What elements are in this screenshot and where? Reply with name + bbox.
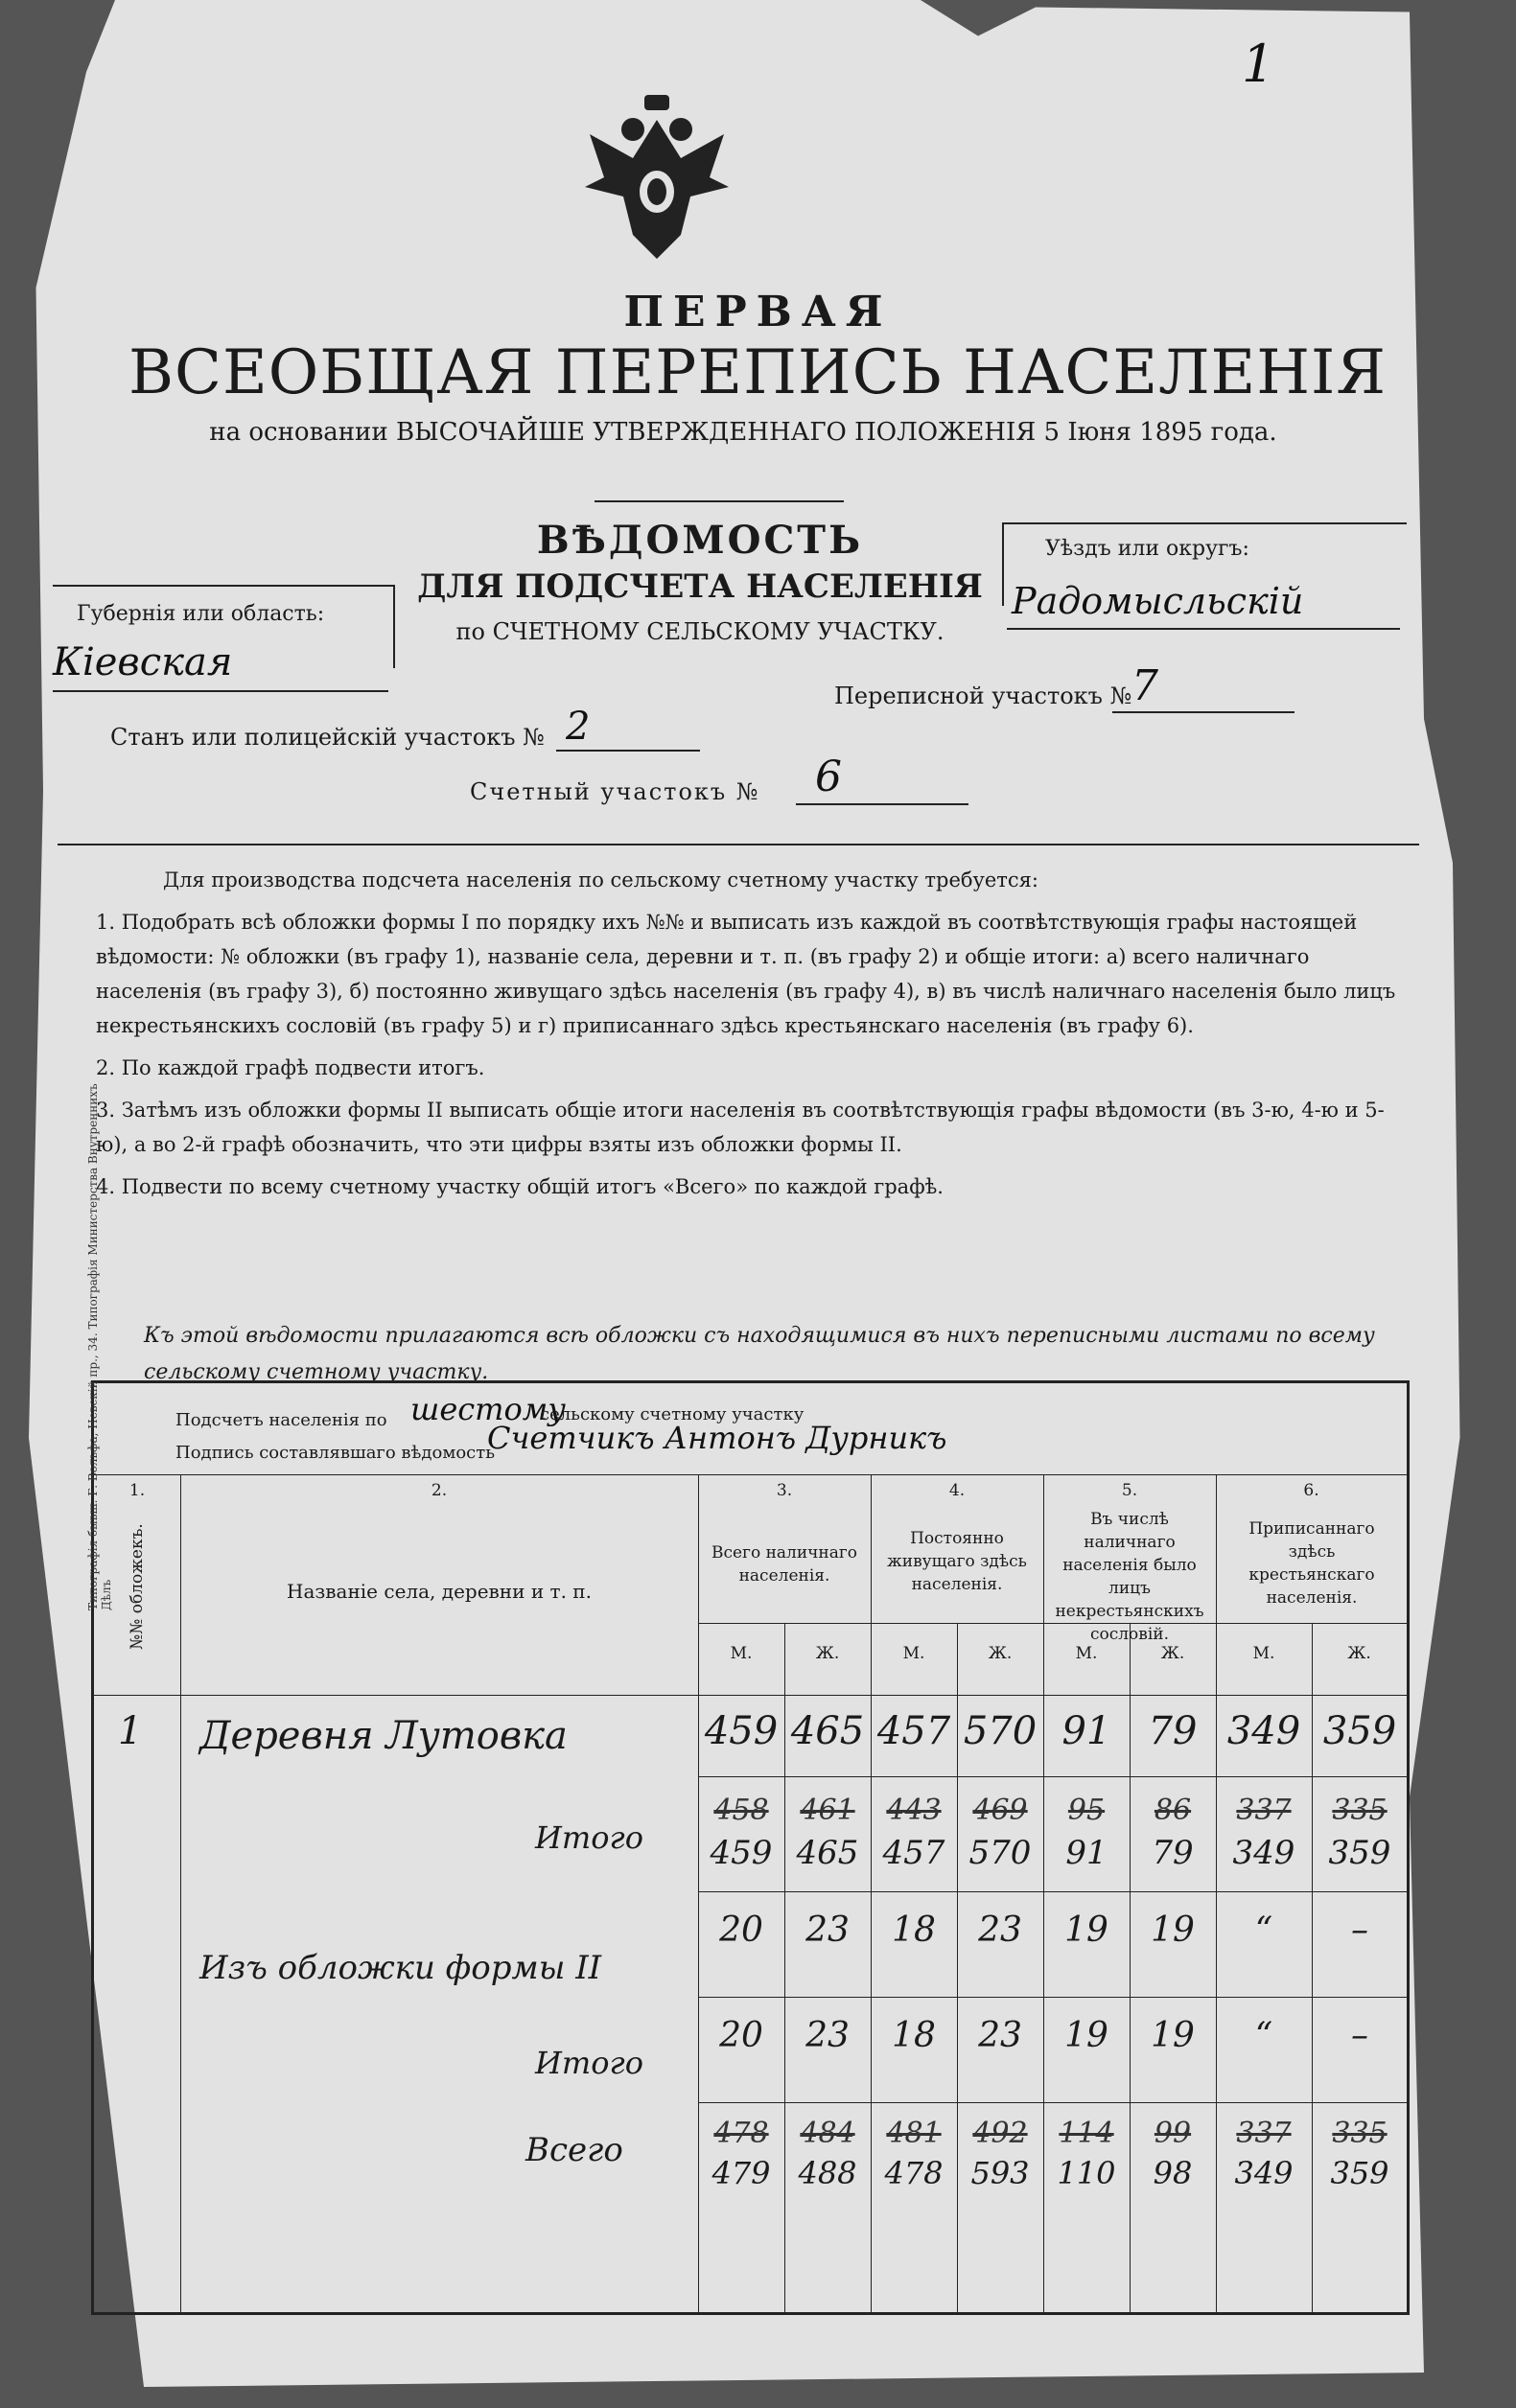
row3-c5m: 19 xyxy=(1064,1910,1108,1950)
col3-left-line xyxy=(698,1695,699,2313)
col4-divider xyxy=(957,1623,958,2313)
col5-zh: Ж. xyxy=(1160,1644,1185,1663)
col6-number: 6. xyxy=(1303,1481,1319,1500)
row4-c3m: 20 xyxy=(719,2016,763,2055)
row1-c6m: 349 xyxy=(1226,1709,1301,1753)
row5-name: Всего xyxy=(525,2131,623,2169)
col3-number: 3. xyxy=(776,1481,793,1500)
row2-c5m: 91 xyxy=(1065,1834,1108,1872)
stan-label: Станъ или полицейскій участокъ № xyxy=(110,724,545,751)
subtitle: на основании ВЫСОЧАЙШЕ УТВЕРЖДЕННАГО ПОЛОЖЕНІЯ 5 Іюня 1895 года. xyxy=(209,418,1277,447)
instructions-intro: Для производства подсчета населенія по сельскому счетному участку требуется: xyxy=(163,868,1039,891)
row5-c6z: 359 xyxy=(1330,2155,1389,2191)
row5-struck-c5z: 99 xyxy=(1154,2117,1192,2150)
row5-struck-c6m: 337 xyxy=(1236,2117,1292,2150)
row5-struck-c4m: 481 xyxy=(886,2117,942,2150)
uezd-label: Уѣздъ или округъ: xyxy=(1045,537,1249,561)
schet-value: 6 xyxy=(815,752,842,801)
col3-divider xyxy=(784,1623,785,2313)
row2-c3z: 465 xyxy=(796,1834,859,1872)
col4-m: М. xyxy=(902,1644,925,1663)
row4-c6m: “ xyxy=(1254,2016,1273,2055)
row2-struck-c6z: 335 xyxy=(1332,1794,1388,1827)
row1-c3z: 465 xyxy=(790,1709,865,1753)
schet-underline xyxy=(796,803,968,805)
row4-c5m: 19 xyxy=(1064,2016,1108,2055)
doc-title2: ДЛЯ ПОДСЧЕТА НАСЕЛЕНІЯ xyxy=(417,567,983,606)
printer-imprint: Типографія бывш. Г. Вольфа, Невскій пр., 34. Типографія Министерства Внутреннихъ Дѣлъ xyxy=(86,1083,113,1610)
guberniya-value: Кіевская xyxy=(53,640,233,684)
row5-c3m: 479 xyxy=(711,2155,771,2191)
row5-c4m: 478 xyxy=(884,2155,944,2191)
row3-c4z: 23 xyxy=(978,1910,1022,1950)
row1-name: Деревня Лутовка xyxy=(199,1714,568,1758)
row4-c4m: 18 xyxy=(892,2016,936,2055)
row5-struck-c5m: 114 xyxy=(1059,2117,1114,2150)
row2-struck-c4m: 443 xyxy=(886,1794,942,1827)
row1-rule xyxy=(698,1776,1407,1777)
row2-struck-c6m: 337 xyxy=(1236,1794,1292,1827)
uezd-underline xyxy=(1007,628,1400,630)
row3-c5z: 19 xyxy=(1151,1910,1195,1950)
row4-c5z: 19 xyxy=(1151,2016,1195,2055)
col3-header: Всего наличнаго населенія. xyxy=(711,1543,858,1586)
instruction-3: 3. Затѣмъ изъ обложки формы II выписать общіе итоги населенія въ соотвѣтствующія графы вѣдомости (въ 3-ю, 4-ю и 5-ю), а во 2-й графѣ обозначить, что эти цифры взяты изъ обложки формы II. xyxy=(96,1099,1385,1156)
row3-c3m: 20 xyxy=(719,1910,763,1950)
col3-m: М. xyxy=(730,1644,753,1663)
guberniya-underline xyxy=(53,690,388,692)
col5-divider xyxy=(1130,1623,1131,2313)
row2-name: Итого xyxy=(535,1819,643,1856)
instruction-2: 2. По каждой графѣ подвести итогъ. xyxy=(96,1056,485,1079)
row1-c5z: 79 xyxy=(1148,1709,1198,1753)
col6-divider xyxy=(1312,1623,1313,2313)
row1-c4m: 457 xyxy=(876,1709,951,1753)
col6-zh: Ж. xyxy=(1347,1644,1371,1663)
table-line1-value: шестому xyxy=(410,1391,566,1427)
doc-title: ВѢДОМОСТЬ xyxy=(536,518,864,563)
table-line1-label: Подсчетъ населенія по xyxy=(175,1410,387,1430)
col4-header: Постоянно живущаго здѣсь населенія. xyxy=(887,1529,1027,1594)
row2-rule xyxy=(698,1891,1407,1892)
census-table xyxy=(91,1380,1410,2315)
row5-struck-c4z: 492 xyxy=(972,2117,1028,2150)
col4-zh: Ж. xyxy=(988,1644,1013,1663)
row5-c5z: 98 xyxy=(1153,2155,1193,2191)
divider xyxy=(595,500,844,502)
instruction-1: 1. Подобрать всѣ обложки формы I по порядку ихъ №№ и выписать изъ каждой въ соотвѣтствующія графы настоящей вѣдомости: № обложки (въ графу 1), названіе села, деревни и т. п. (въ графу 2) и общіе итоги: а) всего наличнаго населенія (въ графу 3), б) постоянно живущаго здѣсь населенія (въ графу 4), в) въ числѣ наличнаго населенія было лицъ некрестьянскихъ сословій (въ графу 5) и г) приписаннаго здѣсь крестьянскаго населенія (въ графу 6). xyxy=(96,911,1396,1037)
row5-c6m: 349 xyxy=(1234,2155,1294,2191)
table-line2-value: Счетчикъ Антонъ Дурникъ xyxy=(487,1420,947,1456)
row3-c4m: 18 xyxy=(892,1910,936,1950)
col2-header: Названіе села, деревни и т. п. xyxy=(287,1580,592,1603)
row2-struck-c4z: 469 xyxy=(972,1794,1028,1827)
perepis-value: 7 xyxy=(1131,661,1158,710)
row3-rule xyxy=(698,1997,1407,1998)
row2-c6z: 359 xyxy=(1328,1834,1391,1872)
row5-struck-c3m: 478 xyxy=(713,2117,769,2150)
col4-number: 4. xyxy=(948,1481,966,1500)
row3-c6m: “ xyxy=(1254,1910,1273,1950)
title-line2: ВСЕОБЩАЯ ПЕРЕПИСЬ НАСЕЛЕНІЯ xyxy=(128,337,1387,408)
row2-c4z: 570 xyxy=(968,1834,1032,1872)
row5-c5m: 110 xyxy=(1057,2155,1116,2191)
perepis-underline xyxy=(1112,711,1294,713)
section-divider xyxy=(58,844,1419,845)
attachment-note: Къ этой вѣдомости прилагаются всѣ обложки съ находящимися въ нихъ переписными листами по всему сельскому счетному участку. xyxy=(144,1324,1375,1384)
row1-number: 1 xyxy=(118,1709,143,1753)
row2-c4m: 457 xyxy=(882,1834,945,1872)
col6-left-line xyxy=(1216,1695,1217,2313)
row4-rule xyxy=(698,2102,1407,2103)
doc-title3: по СЧЕТНОМУ СЕЛЬСКОМУ УЧАСТКУ. xyxy=(455,618,945,645)
row2-c6m: 349 xyxy=(1232,1834,1295,1872)
row5-c4z: 593 xyxy=(970,2155,1030,2191)
schet-label: Счетный участокъ № xyxy=(470,778,760,805)
perepis-label: Переписной участокъ № xyxy=(834,683,1132,709)
stan-value: 2 xyxy=(566,705,591,749)
row4-c4z: 23 xyxy=(978,2016,1022,2055)
row2-c3m: 459 xyxy=(710,1834,773,1872)
col3-zh: Ж. xyxy=(815,1644,840,1663)
row3-c6z: – xyxy=(1351,1910,1368,1950)
row4-c6z: – xyxy=(1351,2016,1368,2055)
row5-struck-c3z: 484 xyxy=(800,2117,855,2150)
row2-struck-c5z: 86 xyxy=(1154,1794,1192,1827)
table-line1-suffix: сельскому счетному участку xyxy=(540,1404,805,1424)
col6-m: М. xyxy=(1252,1644,1275,1663)
row2-struck-c5m: 95 xyxy=(1067,1794,1106,1827)
row3-name: Изъ обложки формы II xyxy=(199,1949,602,1987)
col5-header: Въ числѣ наличнаго населенія было лицъ некрестьянскихъ сословій. xyxy=(1055,1510,1204,1644)
row4-name: Итого xyxy=(535,2045,643,2081)
col6-header: Приписаннаго здѣсь крестьянскаго населенія. xyxy=(1248,1519,1375,1608)
row2-c5z: 79 xyxy=(1152,1834,1194,1872)
title-line1: ПЕРВАЯ xyxy=(623,288,893,336)
col5-number: 5. xyxy=(1121,1481,1138,1500)
stan-underline xyxy=(556,750,700,752)
row3-c3z: 23 xyxy=(805,1910,850,1950)
header-bottom-rule xyxy=(94,1695,1407,1696)
row4-c3z: 23 xyxy=(805,2016,850,2055)
row1-c5m: 91 xyxy=(1061,1709,1111,1753)
col1-header: №№ обложекъ. xyxy=(128,1523,147,1650)
instructions xyxy=(96,863,1410,1212)
table-line2-label: Подпись составлявшаго вѣдомость xyxy=(175,1443,495,1463)
row1-c6z: 359 xyxy=(1322,1709,1397,1753)
page-number: 1 xyxy=(1242,34,1275,94)
row5-struck-c6z: 335 xyxy=(1332,2117,1388,2150)
col1-number: 1. xyxy=(128,1481,146,1500)
uezd-value: Радомысльскій xyxy=(1012,580,1304,622)
row2-struck-c3z: 461 xyxy=(800,1794,855,1827)
row5-c3z: 488 xyxy=(798,2155,857,2191)
col2-number: 2. xyxy=(431,1481,448,1500)
row2-struck-c3m: 458 xyxy=(713,1794,769,1827)
col5-m: М. xyxy=(1075,1644,1098,1663)
col4-left-line xyxy=(871,1695,872,2313)
row1-c4z: 570 xyxy=(963,1709,1038,1753)
row1-c3m: 459 xyxy=(704,1709,779,1753)
double-headed-eagle-icon xyxy=(575,91,738,264)
instruction-4: 4. Подвести по всему счетному участку общій итогъ «Всего» по каждой графѣ. xyxy=(96,1175,944,1198)
col5-left-line xyxy=(1043,1695,1044,2313)
guberniya-label: Губернія или область: xyxy=(77,602,325,626)
